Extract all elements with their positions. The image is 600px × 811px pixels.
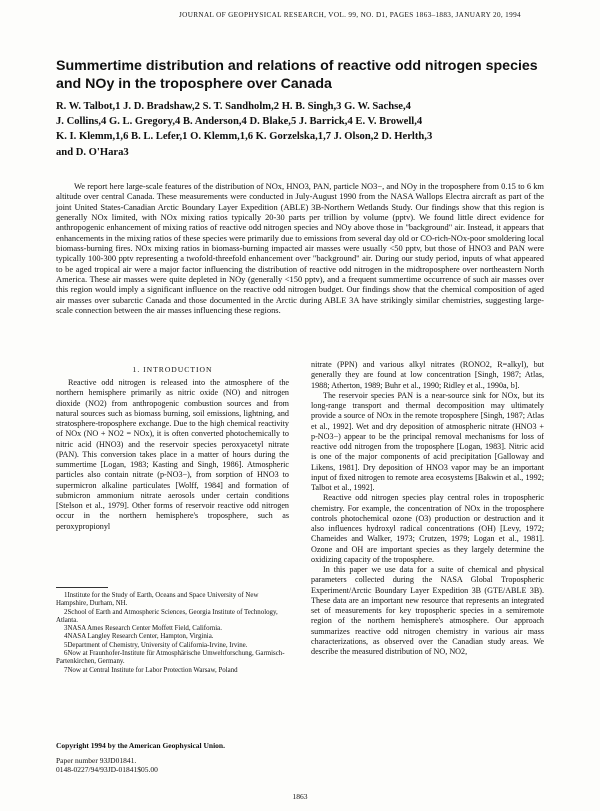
intro-paragraph: In this paper we use data for a suite of chemical and physical parameters collected during the NASA Global Tropospheric Experiment/Arctic Boundary Layer Expedition 3B (GTE/ABLE 3B). These data are an important new resource that represents an integrated set of measurements for key tropospheric species in a semiremote region of the northern hemisphere's atmosphere. Our approach summarizes reactive odd nitrogen chemistry in various air mass characterizations, as observed over the Canadian study areas. We describe the measured distribution of NO, NO2, [311, 565, 544, 656]
footnote: 4NASA Langley Research Center, Hampton, Virginia. [64, 633, 214, 641]
paper-number: Paper number 93JD01841. [56, 756, 137, 766]
running-head: JOURNAL OF GEOPHYSICAL RESEARCH, VOL. 99, NO. D1, PAGES 1863–1883, JANUARY 20, 1994 [179, 11, 521, 19]
author-line: K. I. Klemm,1,6 B. L. Lefer,1 O. Klemm,1,6 K. Gorzelska,1,7 J. Olson,2 D. Herlth,3 [56, 131, 433, 143]
section-heading: 1. INTRODUCTION [132, 365, 213, 374]
issn-line: 0148-0227/94/93JD-01841$05.00 [56, 765, 158, 775]
left-column [56, 378, 289, 532]
abstract [56, 181, 544, 315]
intro-paragraph: nitrate (PPN) and various alkyl nitrates (RONO2, R=alkyl), but generally they are found at low concentration [Singh, 1987; Atlas, 1988; Atherton, 1989; Buhr et al., 1990; Ridley et al., 1990a, b]. [311, 360, 544, 390]
author-line: J. Collins,4 G. L. Gregory,4 B. Anderson,4 D. Blake,5 J. Barrick,4 E. V. Browell,4 [56, 116, 423, 128]
footnote: 7Now at Central Institute for Labor Protection Warsaw, Poland [64, 666, 238, 674]
right-column [311, 360, 544, 657]
footnote: 6Now at Fraunhofer-Institute für Atmosphärische Umweltforschung, Garmisch-Partenkirchen, Germany. [56, 650, 285, 666]
intro-paragraph: Reactive odd nitrogen is released into the atmosphere of the northern hemisphere primarily as nitric oxide (NO) and nitrogen dioxide (NO2) from anthropogenic combustion sources and from natural sources such as biomass burning, soil emissions, lightning, and stratosphere-troposphere exchange. Due to the high chemical reactivity of NOx (NO + NO2 = NOx), it is often converted photochemically to nitric acid (HNO3) and the reservoir species peroxyacetyl nitrate (PAN). This conversion takes place in a matter of hours during the summertime [Logan, 1983; Kasting and Singh, 1986]. Atmospheric particles also contain nitrate (p-NO3−), from sorption of HNO3 to supermicron alkaline particulates [Wolff, 1984] and formation of submicron ammonium nitrate aerosols under certain conditions [Stelson et al., 1979]. Other forms of reservoir reactive odd nitrogen occur in the northern hemisphere's troposphere, such as peroxypropionyl [56, 378, 289, 531]
author-list [56, 99, 556, 160]
intro-paragraph: The reservoir species PAN is a near-source sink for NOx, but its long-range transport and thermal decomposition may ultimately provide a source of NOx in the remote troposphere [Singh, 1987; Atlas et al., 1992]. Wet and dry deposition of atmospheric nitrate (HNO3 + p-NO3−) appear to be the principal removal mechanisms for loss of reactive odd nitrogen from the troposphere [Logan, 1983]. Nitric acid is one of the major components of acid precipitation [Galloway and Likens, 1981]. Dry deposition of HNO3 vapor may be an important input of fixed nitrogen to remote area ecosystems [Bakwin et al., 1992; Talbot et al., 1992]. [311, 390, 544, 492]
abstract-text: We report here large-scale features of the distribution of NOx, HNO3, PAN, particle NO3−, and NOy in the troposphere from 0.15 to 6 km altitude over central Canada. These measurements were conducted in July-August 1990 from the NASA Wallops Electra aircraft as part of the joint United States-Canadian Arctic Boundary Layer Expedition (ABLE) 3B-Northern Wetlands Study. Our findings show that this region is generally NOx limited, with NOx mixing ratios typically 20-30 parts per trillion by volume (pptv). We found little direct evidence for anthropogenic enhancement of mixing ratios of reactive odd nitrogen species and NOy above those in "background" air. Instead, it appears that enhancements in the mixing ratios of these species were primarily due to emissions from several day old or CO-rich-NOx-poor smoldering local biomass-burning fires. NOx mixing ratios in biomass-burning impacted air masses were usually <50 pptv, but those of HNO3 and PAN were typically 100-300 pptv representing a twofold-threefold enhancement over "background" air. During our study period, inputs of what appeared to be aged tropical air were a major factor influencing the distribution of reactive odd nitrogen in the midtroposphere over northeastern North America. These air masses were quite depleted in NOy (generally <150 pptv), and a frequent summertime occurrence of such air masses over this region would imply a significant influence on the reactive odd nitrogen budget. Our findings show that the chemical composition of aged air masses over subarctic Canada and those documented in the Arctic during ABLE 3A have strikingly similar chemistries, suggesting large-scale connection between the air masses influencing these regions. [56, 181, 544, 316]
footnote: 1Institute for the Study of Earth, Oceans and Space University of New Hampshire, Durham, NH. [56, 592, 259, 608]
copyright-block [56, 741, 289, 775]
intro-paragraph: Reactive odd nitrogen species play central roles in tropospheric chemistry. For example, the concentration of NOx in the troposphere controls photochemical ozone (O3) production or destruction and it also influences hydroxyl radical concentrations (OH) [Levy, 1972; Chameides and Walker, 1973; Crutzen, 1979; Logan et al., 1981]. Ozone and OH are important species as they largely determine the oxidizing capacity of the troposphere. [311, 493, 544, 564]
page-number: 1863 [292, 792, 308, 801]
footnote: 5Department of Chemistry, University of California-Irvine, Irvine. [64, 641, 248, 649]
footnotes [56, 592, 289, 675]
author-line: and D. O'Hara3 [56, 146, 129, 158]
author-line: R. W. Talbot,1 J. D. Bradshaw,2 S. T. Sandholm,2 H. B. Singh,3 G. W. Sachse,4 [56, 101, 411, 112]
footnote: 3NASA Ames Research Center Moffett Field, California. [64, 625, 222, 633]
footnote-rule [56, 587, 108, 588]
copyright-line: Copyright 1994 by the American Geophysical Union. [56, 741, 225, 750]
footnote: 2School of Earth and Atmospheric Sciences, Georgia Institute of Technology, Atlanta. [56, 608, 278, 624]
paper-title: Summertime distribution and relations of reactive odd nitrogen species and NOy in the troposphere over Canada [56, 58, 538, 92]
